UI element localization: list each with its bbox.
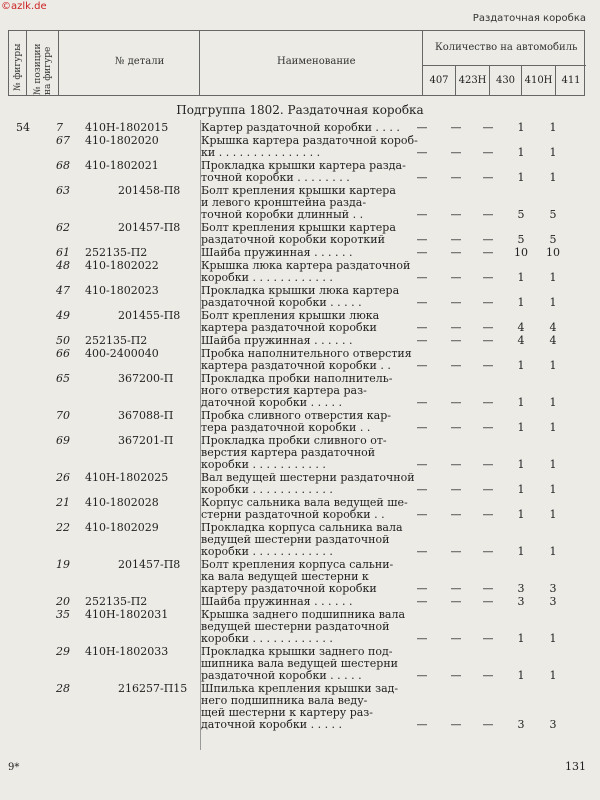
position-number: 7	[56, 121, 63, 134]
part-number: 252135-П2	[85, 334, 148, 347]
position-number: 66	[56, 347, 70, 360]
qty-423н: —	[450, 483, 462, 496]
part-name: Болт крепления крышки картера и левого кронштейна разда- точной коробки длинный . .	[201, 184, 396, 221]
qty-411: 1	[549, 421, 557, 434]
part-name: Вал ведущей шестерни раздаточной коробки . . . . . . . . . . . .	[201, 471, 415, 496]
table-row	[0, 472, 600, 496]
qty-411: 1	[549, 669, 557, 682]
qty-423н: —	[450, 321, 462, 334]
qty-407: —	[416, 121, 428, 134]
qty-407: —	[416, 582, 428, 595]
page-number: 131	[565, 760, 586, 773]
position-number: 22	[56, 521, 70, 534]
part-number: 367200-П	[118, 372, 174, 385]
part-name: Прокладка крышки люка картера раздаточной коробки . . . . .	[201, 284, 400, 309]
part-name: Прокладка крышки картера разда- точной коробки . . . . . . . .	[201, 159, 406, 184]
qty-407: —	[416, 669, 428, 682]
position-number: 26	[56, 471, 70, 484]
qty-423н: —	[450, 458, 462, 471]
qty-411: 1	[549, 271, 557, 284]
subgroup-title: Подгруппа 1802. Раздаточная коробка	[176, 103, 424, 117]
part-number: 410Н-1802031	[85, 608, 169, 621]
qty-410н: 4	[517, 321, 525, 334]
qty-410н: 1	[517, 396, 525, 409]
qty-411: 4	[549, 334, 557, 347]
qty-423н: —	[450, 718, 462, 731]
part-name: Шпилька крепления крышки зад- него подшипника вала веду- щей шестерни к картеру раз- даточной коробки . . . . .	[201, 682, 399, 731]
qty-411: 3	[549, 582, 557, 595]
model-423n: 423Н	[458, 75, 487, 86]
qty-423н: —	[450, 208, 462, 221]
qty-430: —	[482, 508, 494, 521]
position-number: 35	[56, 608, 70, 621]
qty-430: —	[482, 321, 494, 334]
qty-411: 1	[549, 296, 557, 309]
qty-411: 1	[549, 483, 557, 496]
position-number: 28	[56, 682, 70, 695]
qty-411: 5	[549, 208, 557, 221]
qty-410н: 3	[517, 718, 525, 731]
qty-410н: 5	[517, 233, 525, 246]
part-number: 201455-П8	[118, 309, 181, 322]
table-row	[0, 160, 600, 184]
qty-430: —	[482, 595, 494, 608]
part-name: Прокладка корпуса сальника вала ведущей шестерни раздаточной коробки . . . . . . . . . . . .	[201, 521, 403, 558]
part-number: 400-2400040	[85, 347, 159, 360]
position-number: 50	[56, 334, 70, 347]
position-number: 49	[56, 309, 70, 322]
table-row	[0, 435, 600, 471]
col-name-header: Наименование	[277, 56, 356, 67]
part-name: Пробка сливного отверстия кар- тера раздаточной коробки . .	[201, 409, 391, 434]
qty-430: —	[482, 359, 494, 372]
qty-430: —	[482, 208, 494, 221]
position-number: 48	[56, 259, 70, 272]
qty-423н: —	[450, 545, 462, 558]
qty-407: —	[416, 359, 428, 372]
table-row	[0, 683, 600, 731]
col-qty-header: Количество на автомобиль	[435, 42, 578, 53]
table-row	[0, 497, 600, 521]
part-name: Прокладка пробки сливного от- верстия картера раздаточной коробки . . . . . . . . . . .	[201, 434, 387, 471]
qty-410н: 10	[514, 246, 528, 259]
qty-407: —	[416, 632, 428, 645]
qty-410н: 1	[517, 121, 525, 134]
position-number: 63	[56, 184, 70, 197]
qty-430: —	[482, 718, 494, 731]
table-row	[0, 522, 600, 558]
qty-410н: 1	[517, 632, 525, 645]
qty-423н: —	[450, 582, 462, 595]
qty-410н: 1	[517, 359, 525, 372]
qty-430: —	[482, 171, 494, 184]
part-number: 410Н-1802025	[85, 471, 169, 484]
part-number: 252135-П2	[85, 246, 148, 259]
qty-407: —	[416, 334, 428, 347]
qty-407: —	[416, 233, 428, 246]
qty-410н: 1	[517, 483, 525, 496]
figure-number: 54	[16, 121, 30, 134]
part-name: Болт крепления крышки картера раздаточной коробки короткий	[201, 221, 396, 246]
position-number: 20	[56, 595, 70, 608]
part-name: Пробка наполнительного отверстия картера раздаточной коробки . .	[201, 347, 412, 372]
qty-430: —	[482, 296, 494, 309]
position-number: 67	[56, 134, 70, 147]
qty-423н: —	[450, 632, 462, 645]
table-row	[0, 122, 600, 134]
qty-423н: —	[450, 246, 462, 259]
qty-407: —	[416, 271, 428, 284]
qty-411: 1	[549, 632, 557, 645]
qty-430: —	[482, 632, 494, 645]
qty-410н: 3	[517, 595, 525, 608]
qty-430: —	[482, 121, 494, 134]
qty-407: —	[416, 246, 428, 259]
qty-410н: 1	[517, 669, 525, 682]
qty-430: —	[482, 396, 494, 409]
qty-407: —	[416, 396, 428, 409]
qty-410н: 1	[517, 271, 525, 284]
qty-407: —	[416, 421, 428, 434]
qty-430: —	[482, 334, 494, 347]
qty-411: 10	[546, 246, 560, 259]
qty-430: —	[482, 146, 494, 159]
table-row	[0, 609, 600, 645]
part-name: Шайба пружинная . . . . . .	[201, 595, 353, 608]
part-number: 410-1802020	[85, 134, 159, 147]
part-name: Прокладка пробки наполнитель- ного отверстия картера раз- даточной коробки . . . . .	[201, 372, 393, 409]
qty-423н: —	[450, 595, 462, 608]
part-number: 201458-П8	[118, 184, 181, 197]
qty-411: 1	[549, 396, 557, 409]
qty-410н: 1	[517, 146, 525, 159]
part-number: 410-1802029	[85, 521, 159, 534]
qty-407: —	[416, 321, 428, 334]
model-411: 411	[561, 75, 581, 86]
part-number: 410-1802028	[85, 496, 159, 509]
table-row	[0, 135, 600, 159]
qty-410н: 1	[517, 545, 525, 558]
part-name: Шайба пружинная . . . . . .	[201, 334, 353, 347]
qty-423н: —	[450, 359, 462, 372]
part-number: 410Н-1802015	[85, 121, 169, 134]
table-row	[0, 596, 600, 608]
qty-407: —	[416, 483, 428, 496]
table-row	[0, 260, 600, 284]
part-name: Болт крепления крышки люка картера раздаточной коробки	[201, 309, 380, 334]
position-number: 69	[56, 434, 70, 447]
qty-430: —	[482, 545, 494, 558]
part-number: 367201-П	[118, 434, 174, 447]
part-number: 410-1802021	[85, 159, 159, 172]
qty-410н: 5	[517, 208, 525, 221]
qty-411: 4	[549, 321, 557, 334]
part-number: 410-1802022	[85, 259, 159, 272]
part-name: Прокладка крышки заднего под- шипника вала ведущей шестерни раздаточной коробки . . . . .	[201, 645, 398, 682]
qty-423н: —	[450, 669, 462, 682]
table-row	[0, 285, 600, 309]
qty-411: 1	[549, 146, 557, 159]
table-row	[0, 348, 600, 372]
qty-407: —	[416, 545, 428, 558]
qty-411: 1	[549, 171, 557, 184]
model-407: 407	[429, 75, 449, 86]
qty-407: —	[416, 595, 428, 608]
qty-411: 1	[549, 508, 557, 521]
qty-410н: 1	[517, 171, 525, 184]
table-row	[0, 646, 600, 682]
part-name: Крышка заднего подшипника вала ведущей шестерни раздаточной коробки . . . . . . . . . . . .	[201, 608, 406, 645]
position-number: 19	[56, 558, 70, 571]
col-part-header: № детали	[115, 56, 165, 67]
running-header: Раздаточная коробка	[472, 13, 586, 24]
qty-430: —	[482, 483, 494, 496]
position-number: 29	[56, 645, 70, 658]
position-number: 68	[56, 159, 70, 172]
qty-411: 3	[549, 595, 557, 608]
qty-407: —	[416, 146, 428, 159]
qty-410н: 1	[517, 508, 525, 521]
position-number: 21	[56, 496, 70, 509]
watermark: ©azlk.de	[1, 1, 47, 12]
part-number: 201457-П8	[118, 558, 181, 571]
footer-signature-mark: 9*	[8, 762, 20, 773]
position-number: 70	[56, 409, 70, 422]
part-number: 410Н-1802033	[85, 645, 169, 658]
qty-430: —	[482, 246, 494, 259]
qty-423н: —	[450, 146, 462, 159]
table-row	[0, 335, 600, 347]
qty-410н: 1	[517, 458, 525, 471]
qty-410н: 1	[517, 421, 525, 434]
qty-430: —	[482, 669, 494, 682]
qty-411: 3	[549, 718, 557, 731]
table-row	[0, 247, 600, 259]
qty-411: 1	[549, 359, 557, 372]
part-name: Крышка люка картера раздаточной коробки . . . . . . . . . . . .	[201, 259, 411, 284]
qty-411: 5	[549, 233, 557, 246]
part-number: 367088-П	[118, 409, 174, 422]
qty-430: —	[482, 233, 494, 246]
table-header	[8, 30, 585, 96]
part-name: Крышка картера раздаточной короб- ки . . . . . . . . . . . . . . .	[201, 134, 418, 159]
part-name: Картер раздаточной коробки . . . .	[201, 121, 400, 134]
part-name: Корпус сальника вала ведущей ше- стерни раздаточной коробки . .	[201, 496, 408, 521]
part-number: 216257-П15	[118, 682, 188, 695]
table-row	[0, 222, 600, 246]
part-name: Болт крепления корпуса сальни- ка вала ведущей шестерни к картеру раздаточной коробки	[201, 558, 394, 595]
qty-423н: —	[450, 233, 462, 246]
part-name: Шайба пружинная . . . . . .	[201, 246, 353, 259]
qty-423н: —	[450, 421, 462, 434]
table-row	[0, 373, 600, 409]
col-fig-header: № фигуры	[13, 43, 23, 91]
part-number: 252135-П2	[85, 595, 148, 608]
qty-423н: —	[450, 171, 462, 184]
qty-407: —	[416, 171, 428, 184]
position-number: 62	[56, 221, 70, 234]
model-430: 430	[495, 75, 516, 86]
qty-423н: —	[450, 508, 462, 521]
qty-423н: —	[450, 296, 462, 309]
qty-423н: —	[450, 271, 462, 284]
table-row	[0, 185, 600, 221]
position-number: 61	[56, 246, 70, 259]
part-number: 201457-П8	[118, 221, 181, 234]
part-number: 410-1802023	[85, 284, 159, 297]
qty-430: —	[482, 582, 494, 595]
qty-423н: —	[450, 121, 462, 134]
qty-407: —	[416, 208, 428, 221]
model-410n: 410Н	[524, 75, 553, 86]
qty-411: 1	[549, 545, 557, 558]
qty-407: —	[416, 508, 428, 521]
position-number: 47	[56, 284, 70, 297]
qty-430: —	[482, 458, 494, 471]
qty-411: 1	[549, 121, 557, 134]
col-pos-header: № позиции на фигуре	[33, 43, 53, 95]
position-number: 65	[56, 372, 70, 385]
table-row	[0, 410, 600, 434]
qty-410н: 4	[517, 334, 525, 347]
qty-430: —	[482, 271, 494, 284]
qty-407: —	[416, 718, 428, 731]
qty-423н: —	[450, 396, 462, 409]
table-row	[0, 559, 600, 595]
qty-410н: 3	[517, 582, 525, 595]
qty-411: 1	[549, 458, 557, 471]
qty-407: —	[416, 458, 428, 471]
qty-410н: 1	[517, 296, 525, 309]
qty-407: —	[416, 296, 428, 309]
qty-430: —	[482, 421, 494, 434]
table-row	[0, 310, 600, 334]
qty-423н: —	[450, 334, 462, 347]
